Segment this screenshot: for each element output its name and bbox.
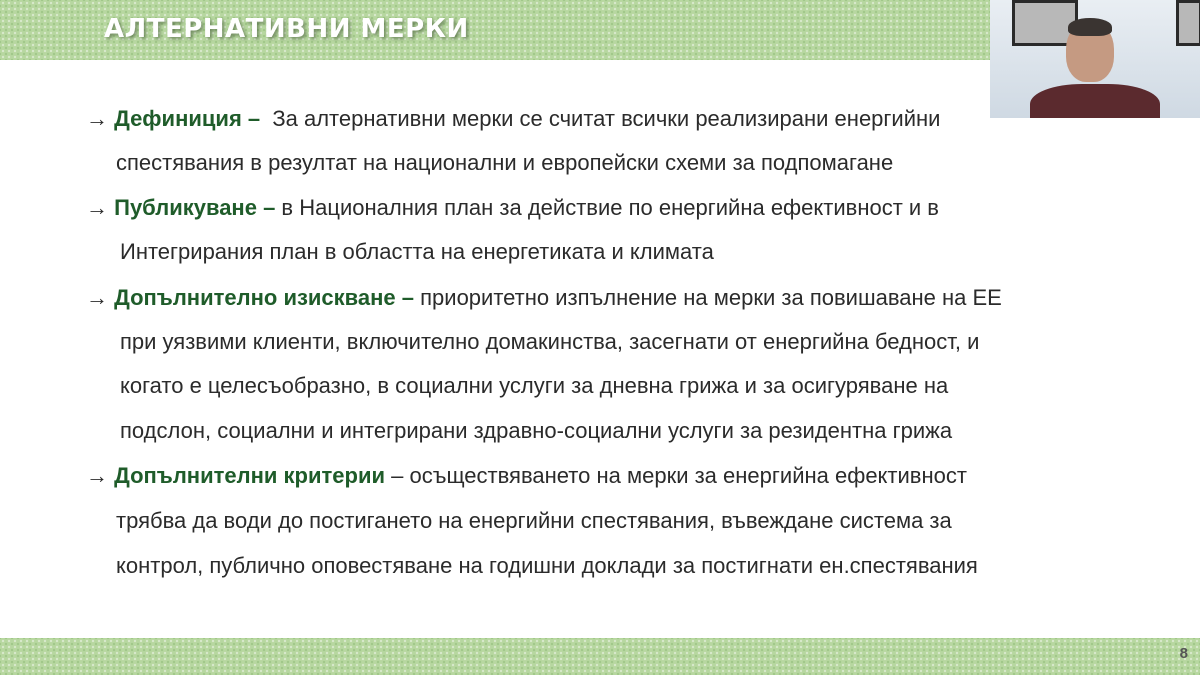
bullet-publication-line-1 <box>86 195 939 221</box>
bullet-definition-line-2 <box>116 150 893 176</box>
wall-picture-frame <box>1176 0 1200 46</box>
arrow-right-icon: → <box>86 463 108 488</box>
arrow-right-icon: → <box>86 285 108 310</box>
presenter-body <box>1030 84 1160 118</box>
bullet-text: контрол, публично оповестяване на годишни доклади за постигнати ен.спестявания <box>116 553 978 578</box>
bullet-text: – осъществяването на мерки за енергийна ефективност <box>385 463 967 488</box>
bullet-additional-requirement-line-2 <box>120 329 979 355</box>
bullet-term-additional-criteria: Допълнителни критерии <box>114 463 385 488</box>
bullet-term-definition: Дефиниция – <box>114 106 261 131</box>
bullet-text: подслон, социални и интегрирани здравно-социални услуги за резидентна грижа <box>120 418 953 443</box>
bullet-text: когато е целесъобразно, в социални услуги за дневна грижа и за осигуряване на <box>120 373 949 398</box>
bullet-text: За алтернативни мерки се считат всички реализирани енергийни <box>260 106 941 131</box>
bullet-additional-criteria-line-3 <box>116 553 978 579</box>
slide-number: 8 <box>1179 645 1188 662</box>
bullet-additional-requirement-line-3 <box>120 373 948 399</box>
bullet-text: Интегрирания план в областта на енергетиката и климата <box>120 239 714 264</box>
bullet-text: приоритетно изпълнение на мерки за повишаване на ЕЕ <box>414 285 1002 310</box>
presenter-hair <box>1068 18 1112 36</box>
bullet-additional-requirement-line-4 <box>120 418 952 444</box>
bullet-text: в Националния план за действие по енергийна ефективност и в <box>275 195 939 220</box>
bullet-text: трябва да води до постигането на енергийни спестявания, въвеждане система за <box>116 508 952 533</box>
bullet-additional-requirement-line-1 <box>86 285 1002 311</box>
bullet-additional-criteria-line-2 <box>116 508 952 534</box>
arrow-right-icon: → <box>86 106 108 131</box>
webcam-video <box>990 0 1200 118</box>
arrow-right-icon: → <box>86 195 108 220</box>
footer-band <box>0 638 1200 675</box>
bullet-publication-line-2 <box>120 239 714 265</box>
bullet-definition-line-1 <box>86 106 940 132</box>
bullet-text: при уязвими клиенти, включително домакинства, засегнати от енергийна бедност, и <box>120 329 980 354</box>
bullet-term-additional-requirement: Допълнително изискване – <box>114 285 415 310</box>
bullet-additional-criteria-line-1 <box>86 463 967 489</box>
bullet-text: спестявания в резултат на национални и европейски схеми за подпомагане <box>116 150 894 175</box>
slide-title: АЛТЕРНАТИВНИ МЕРКИ <box>104 14 469 44</box>
bullet-term-publication: Публикуване – <box>114 195 276 220</box>
